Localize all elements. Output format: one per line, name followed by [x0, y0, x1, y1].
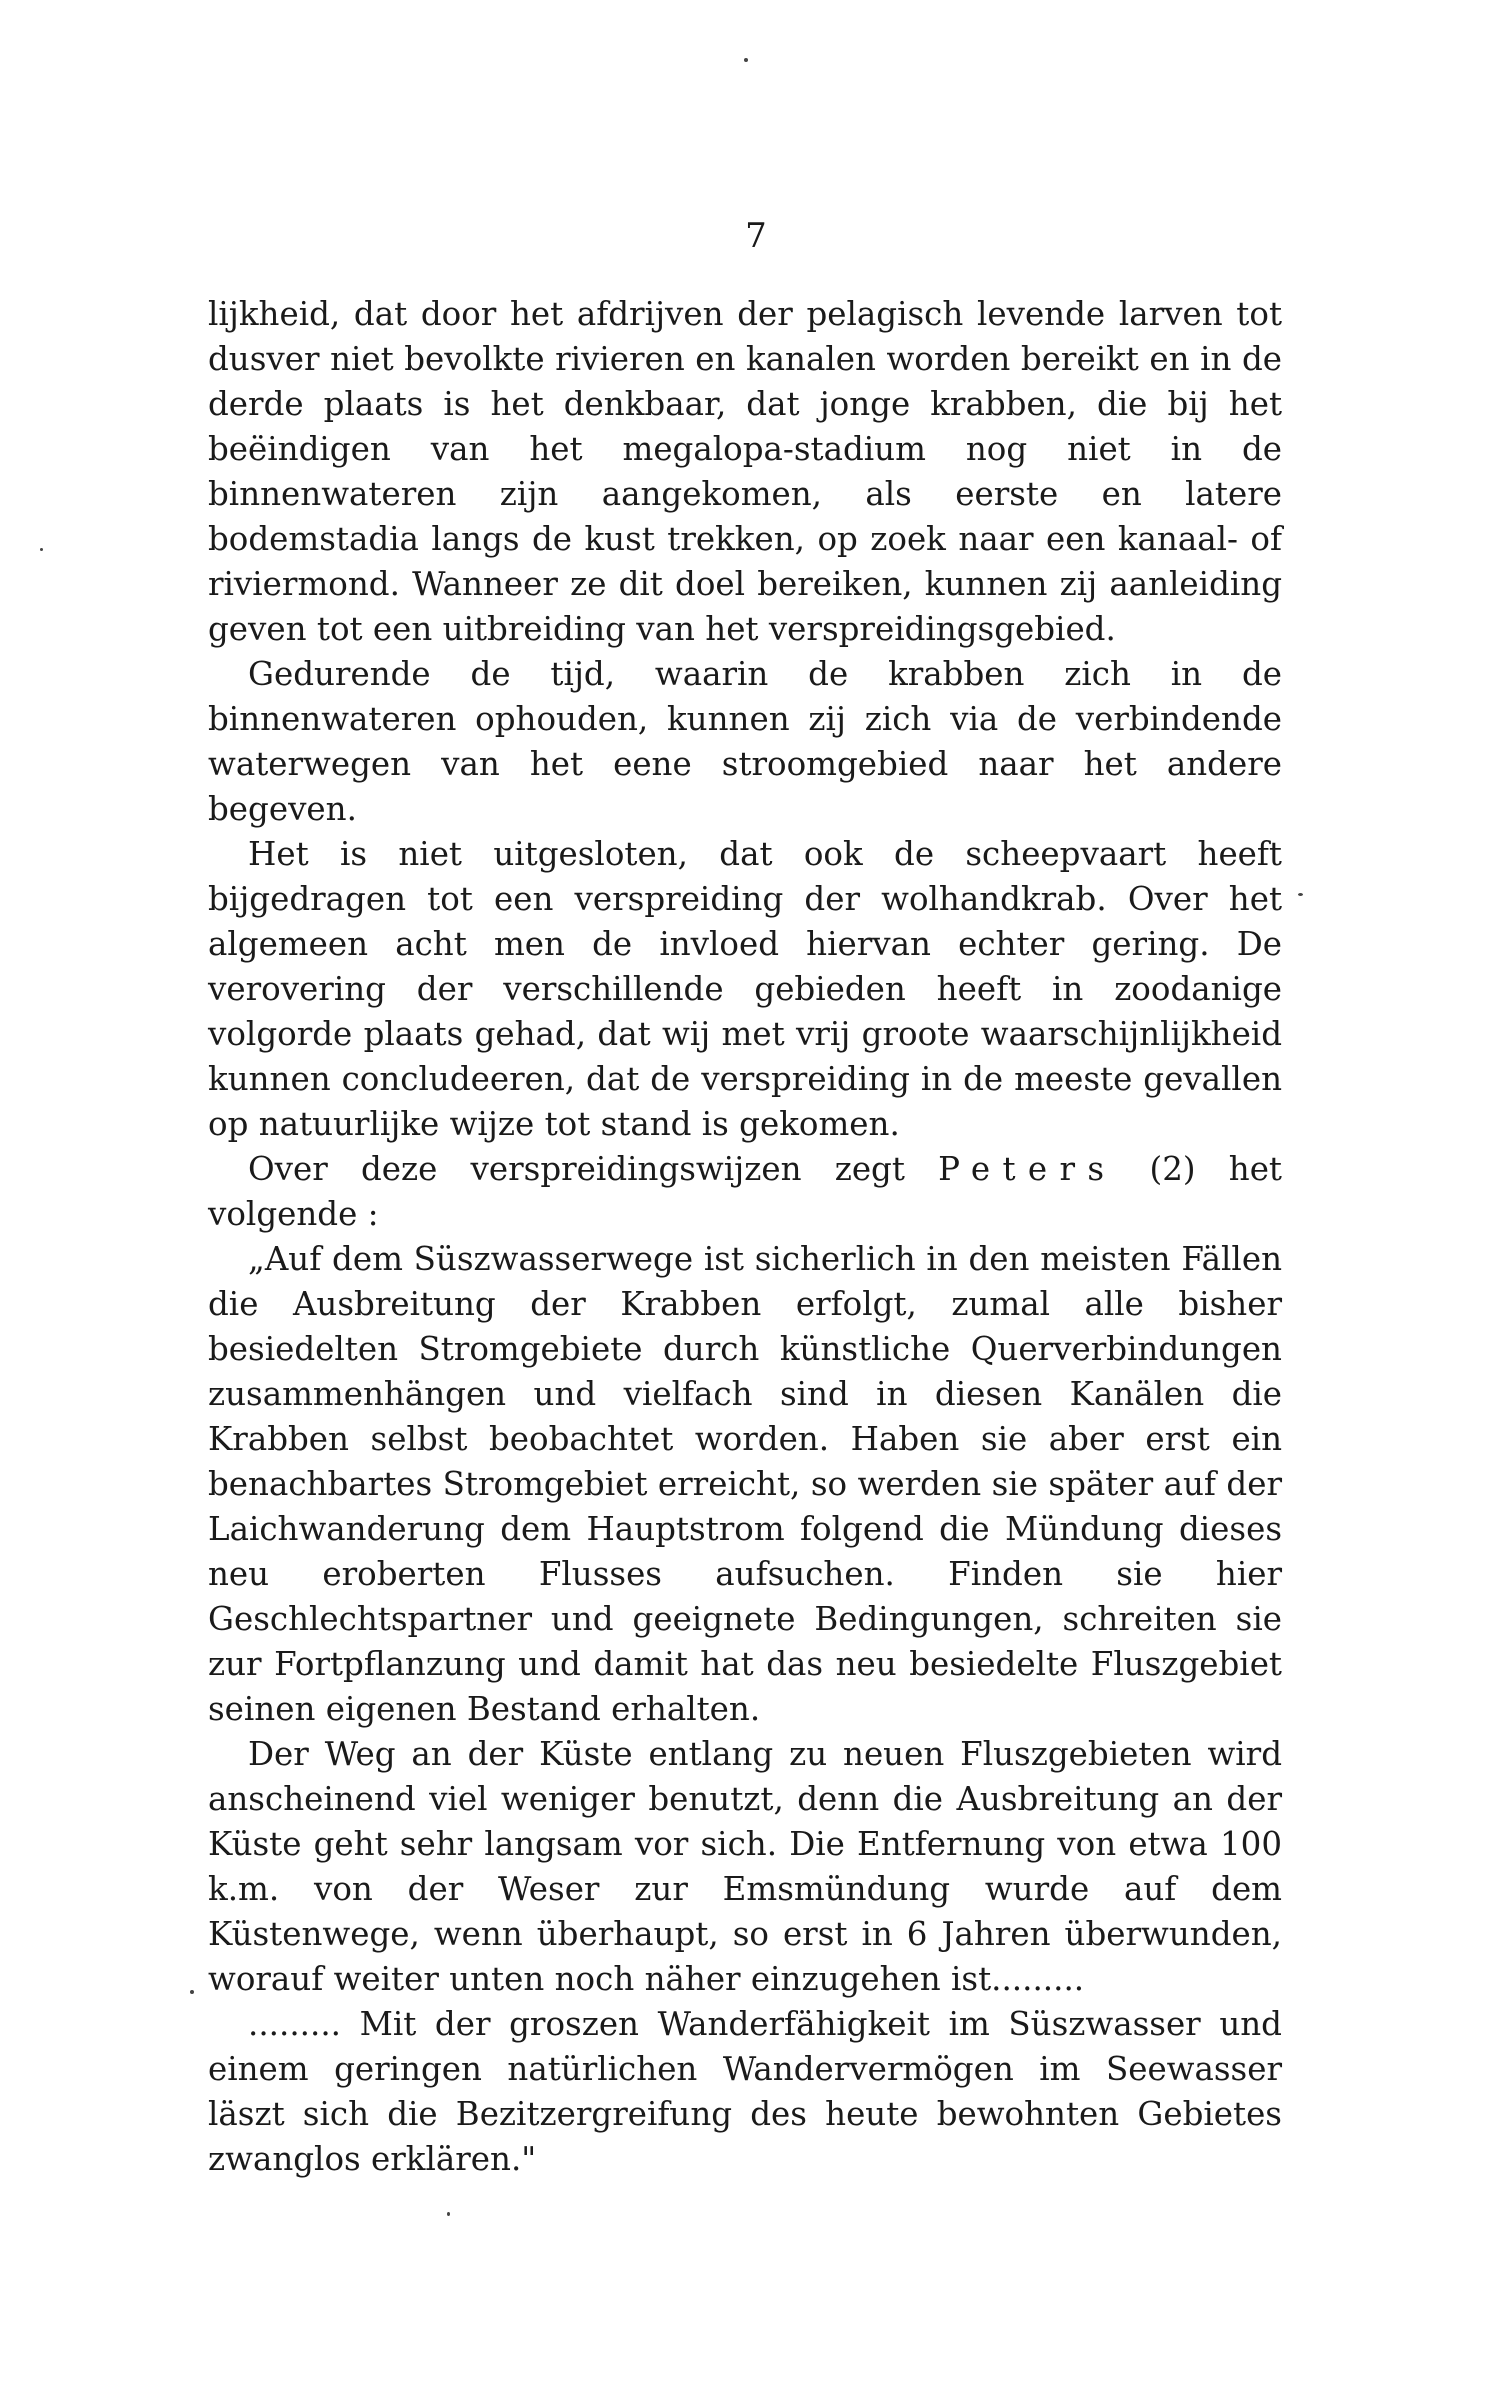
body-text	[208, 292, 1282, 2182]
scan-speck	[447, 2212, 450, 2216]
author-name: Peters	[938, 1150, 1117, 1188]
quote-paragraph-2: Der Weg an der Küste entlang zu neuen Fluszgebieten wird anscheinend viel weniger benutzt, denn die Ausbreitung an der Küste geht sehr langsam vor sich. Die Entfernung von etwa 100 k.m. von der Weser zur Emsmündung wurde auf dem Küstenwege, wenn überhaupt, so erst in 6 Jahren überwunden, worauf weiter unten noch näher einzugehen ist.........	[208, 1735, 1282, 1998]
paragraph-1: lijkheid, dat door het afdrijven der pelagisch levende larven tot dusver niet bevolkte rivieren en kanalen worden bereikt en in de derde plaats is het denkbaar, dat jonge krabben, die bij het beëindigen van het megalopa-stadium nog niet in de binnenwateren zijn aangekomen, als eerste en latere bodemstadia langs de kust trekken, op zoek naar een kanaal- of riviermond. Wanneer ze dit doel bereiken, kunnen zij aanleiding geven tot een uitbreiding van het verspreidingsgebied.	[208, 295, 1282, 648]
quote-paragraph-3: ......... Mit der groszen Wanderfähigkeit im Süszwasser und einem geringen natürlichen Wandervermögen im Seewasser läszt sich die Bezitzergreifung des heute bewohnten Gebietes zwanglos erklären."	[208, 2005, 1282, 2178]
paragraph-4-lead: Over deze verspreidingswijzen zegt	[248, 1150, 939, 1188]
paragraph-3: Het is niet uitgesloten, dat ook de scheepvaart heeft bijgedragen tot een verspreiding der wolhandkrab. Over het algemeen acht men de invloed hiervan echter gering. De verovering der verschillende gebieden heeft in zoodanige volgorde plaats gehad, dat wij met vrij groote waarschijnlijkheid kunnen concludeeren, dat de verspreiding in de meeste gevallen op natuurlijke wijze tot stand is gekomen.	[208, 835, 1282, 1143]
quote-paragraph-1: „Auf dem Süszwasserwege ist sicherlich in den meisten Fällen die Ausbreitung der Krabben erfolgt, zumal alle bisher besiedelten Stromgebiete durch künstliche Querverbindungen zusammenhängen und vielfach sind in diesen Kanälen die Krabben selbst beobachtet worden. Haben sie aber erst ein benachbartes Stromgebiet erreicht, so werden sie später auf der Laichwanderung dem Hauptstrom folgend die Mündung dieses neu eroberten Flusses aufsuchen. Finden sie hier Geschlechtspartner und geeignete Bedingungen, schreiten sie zur Fortpflanzung und damit hat das neu besiedelte Fluszgebiet seinen eigenen Bestand erhalten.	[208, 1240, 1282, 1728]
scan-speck	[190, 1990, 194, 1994]
page-number: 7	[745, 216, 767, 256]
paragraph-4-tail: (2) het volgende :	[208, 1150, 1282, 1233]
scan-speck	[1298, 893, 1303, 896]
scan-speck	[744, 58, 748, 62]
paragraph-2: Gedurende de tijd, waarin de krabben zich in de binnenwateren ophouden, kunnen zij zich via de verbindende waterwegen van het eene stroomgebied naar het andere begeven.	[208, 655, 1282, 828]
paragraph-4	[208, 1147, 1282, 1237]
scan-speck	[40, 548, 43, 551]
